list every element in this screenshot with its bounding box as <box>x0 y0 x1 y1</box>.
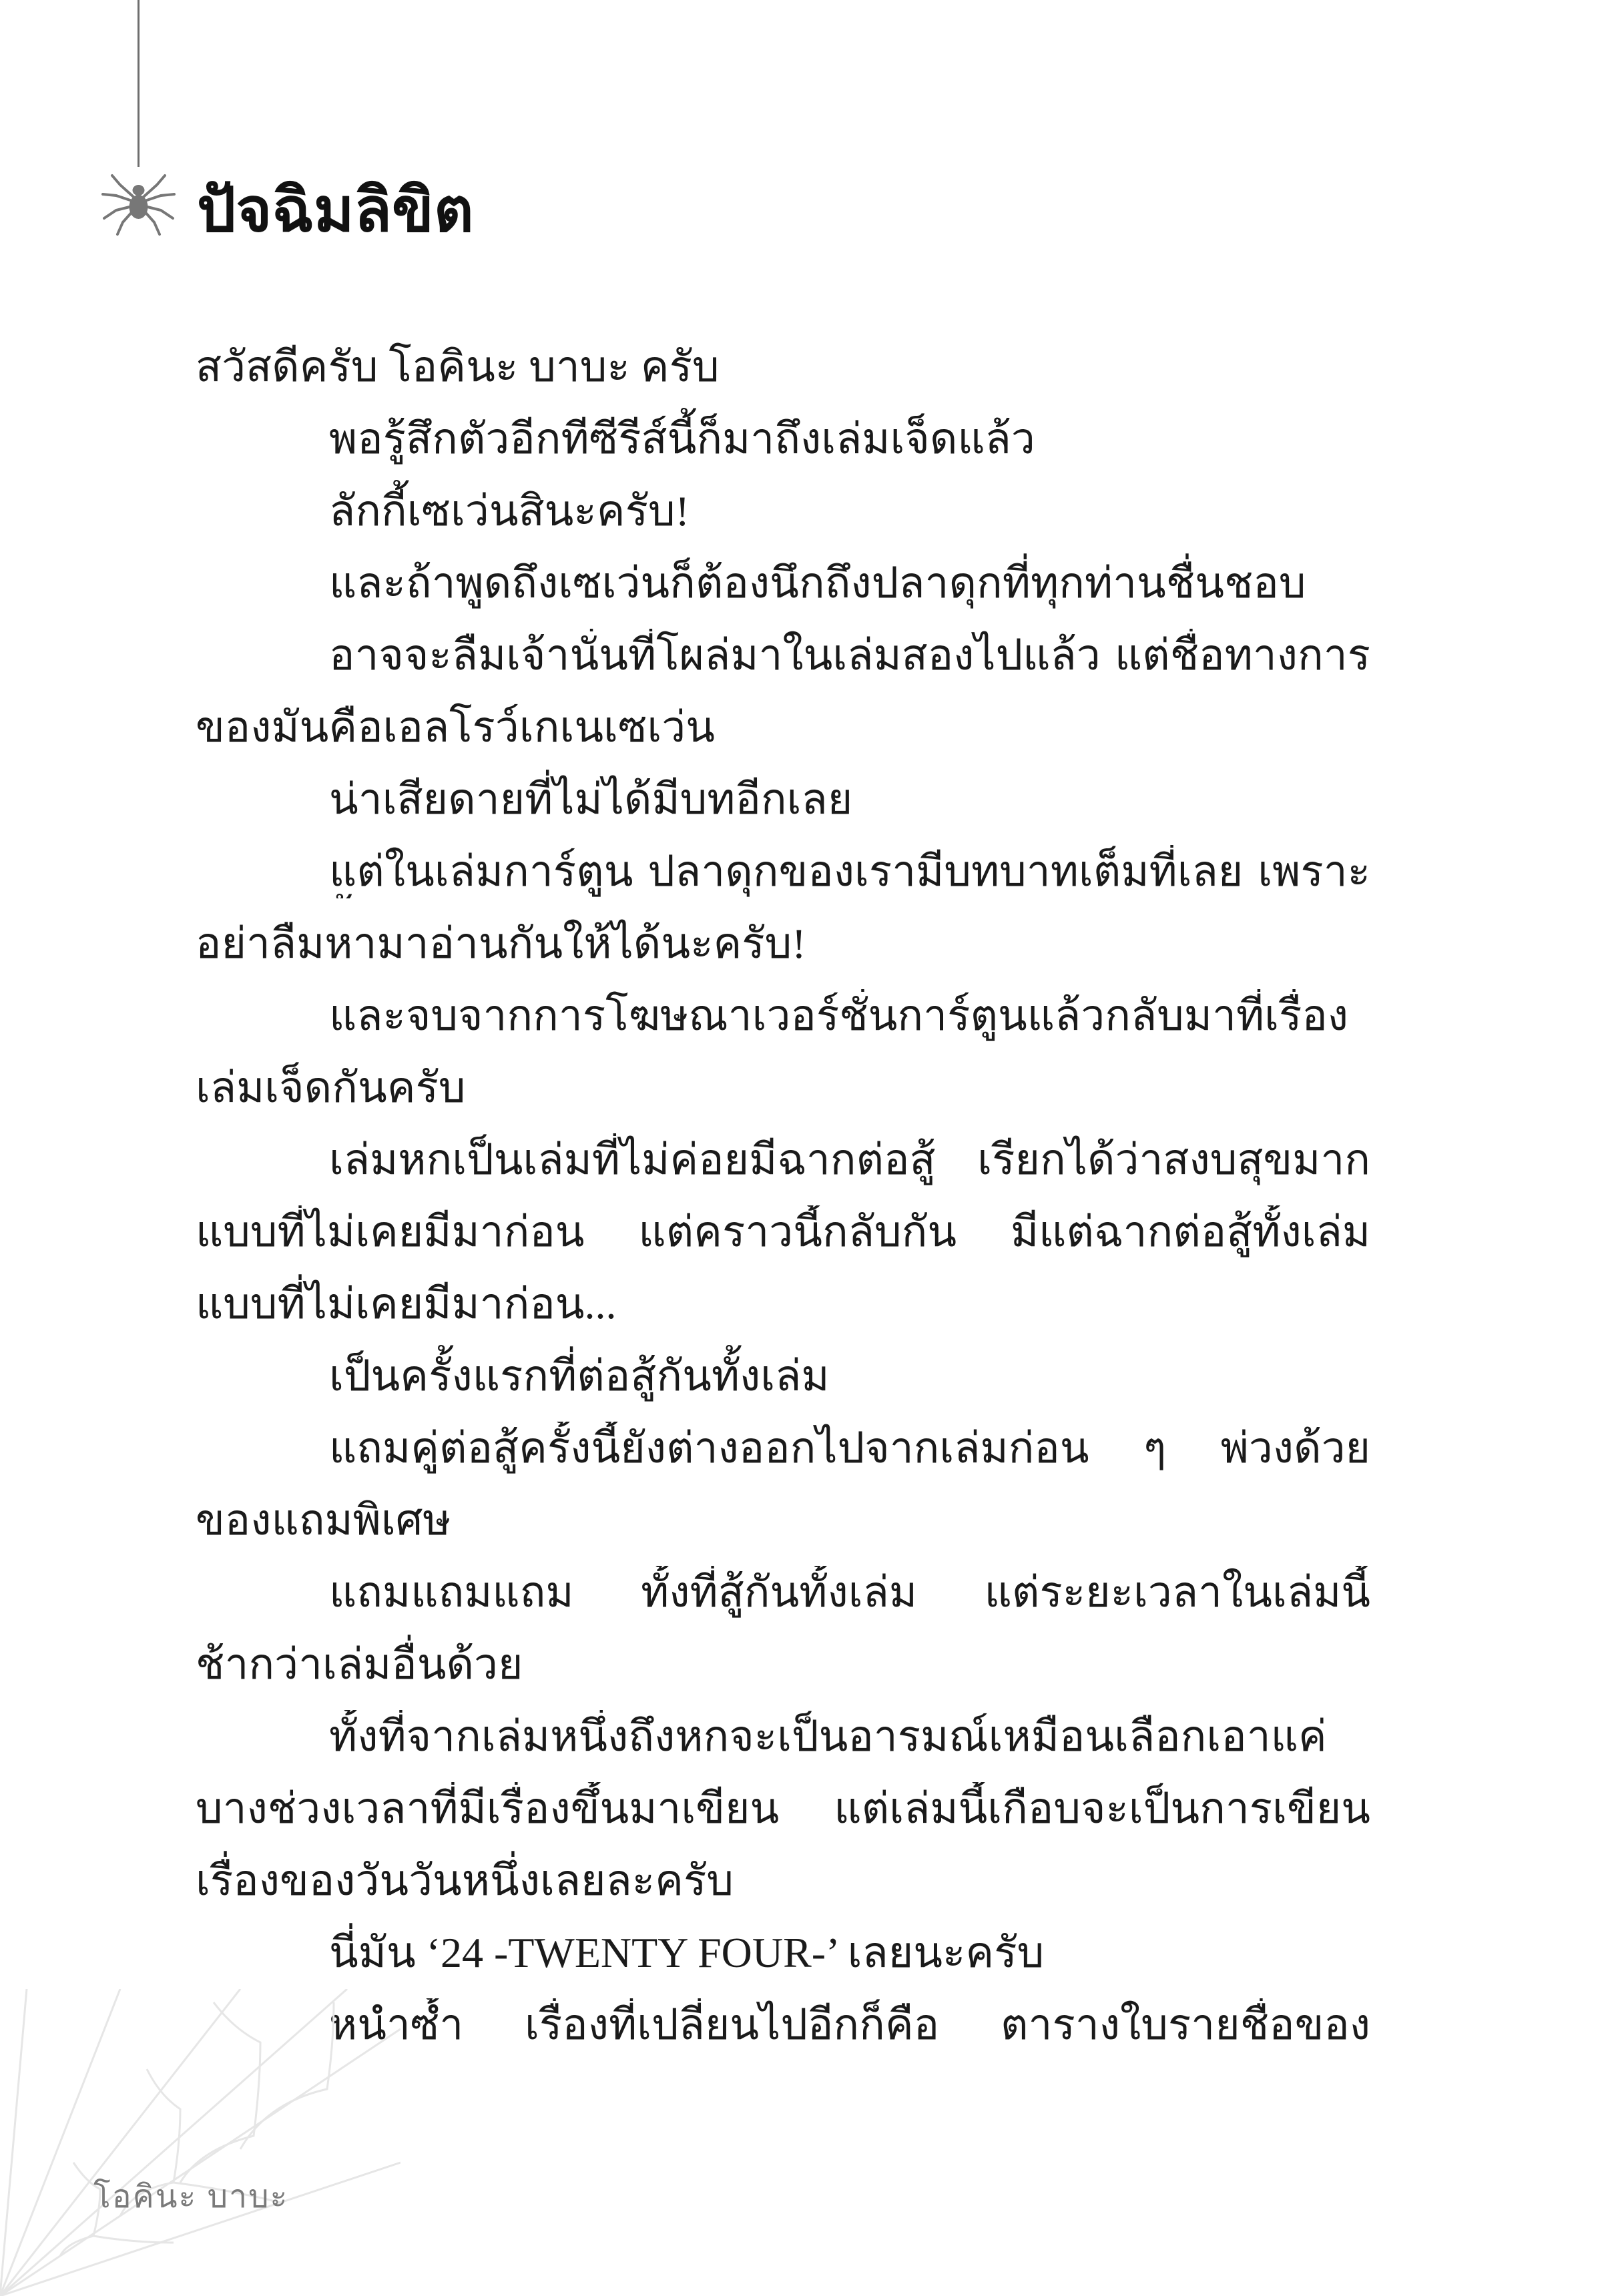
text-line: เรื่องของวันวันหนึ่งเลยละครับ <box>196 1857 734 1904</box>
text-line: นี่มัน ‘24 -TWENTY FOUR-’ เลยนะครับ <box>329 1929 1045 1976</box>
text-line: ทั้งที่จากเล่มหนึ่งถึงหกจะเป็นอารมณ์เหมือนเลือกเอาแค่ <box>329 1713 1327 1760</box>
text-line: สวัสดีครับ โอคินะ บาบะ ครับ <box>196 343 720 390</box>
text-line: แบบที่ไม่เคยมีมาก่อน... <box>196 1280 617 1328</box>
running-footer-author: โอคินะ บาบะ <box>93 2179 289 2215</box>
text-line: อย่าลืมหามาอ่านกันให้ได้นะครับ! <box>196 920 806 967</box>
text-line: แบบที่ไม่เคยมีมาก่อน แต่คราวนี้กลับกัน มีแต่ฉากต่อสู้ทั้งเล่ม <box>196 1208 1370 1255</box>
text-line: แต่ในเล่มการ์ตูน ปลาดุกของเรามีบทบาทเต็มที่เลย เพราะ <box>329 848 1370 895</box>
spider-thread <box>138 0 140 167</box>
text-line: แถมคู่ต่อสู้ครั้งนี้ยังต่างออกไปจากเล่มก่อน ๆ พ่วงด้วย <box>329 1424 1370 1472</box>
text-line: พอรู้สึกตัวอีกทีซีรีส์นี้ก็มาถึงเล่มเจ็ดแล้ว <box>329 415 1035 463</box>
text-line: น่าเสียดายที่ไม่ได้มีบทอีกเลย <box>329 776 853 823</box>
text-line: อาจจะลืมเจ้านั่นที่โผล่มาในเล่มสองไปแล้ว แต่ชื่อทางการ <box>329 631 1370 679</box>
spider-icon <box>100 170 177 237</box>
text-line: เล่มหกเป็นเล่มที่ไม่ค่อยมีฉากต่อสู้ เรียกได้ว่าสงบสุขมาก <box>329 1136 1370 1183</box>
text-line: เล่มเจ็ดกันครับ <box>196 1064 466 1111</box>
text-line: เป็นครั้งแรกที่ต่อสู้กันทั้งเล่ม <box>329 1352 830 1400</box>
text-line: หนำซ้ำ เรื่องที่เปลี่ยนไปอีกก็คือ ตารางใบรายชื่อของ <box>329 2001 1370 2048</box>
text-line: แถมแถมแถม ทั้งที่สู้กันทั้งเล่ม แต่ระยะเวลาในเล่มนี้ <box>329 1568 1370 1616</box>
text-line: ของมันคือเอลโรว์เกเนเซเว่น <box>196 703 715 751</box>
text-line: ของแถมพิเศษ <box>196 1496 451 1544</box>
chapter-title: ปัจฉิมลิขิต <box>197 174 474 246</box>
text-line: และถ้าพูดถึงเซเว่นก็ต้องนึกถึงปลาดุกที่ทุกท่านชื่นชอบ <box>329 559 1306 607</box>
text-line: ช้ากว่าเล่มอื่นด้วย <box>196 1641 523 1688</box>
text-line: บางช่วงเวลาที่มีเรื่องขึ้นมาเขียน แต่เล่มนี้เกือบจะเป็นการเขียน <box>196 1785 1370 1832</box>
spiderweb-icon <box>0 1989 400 2296</box>
text-line: และจบจากการโฆษณาเวอร์ชั่นการ์ตูนแล้วกลับมาที่เรื่อง <box>329 992 1349 1039</box>
text-line: ลักกี้เซเว่นสินะครับ! <box>329 487 690 535</box>
